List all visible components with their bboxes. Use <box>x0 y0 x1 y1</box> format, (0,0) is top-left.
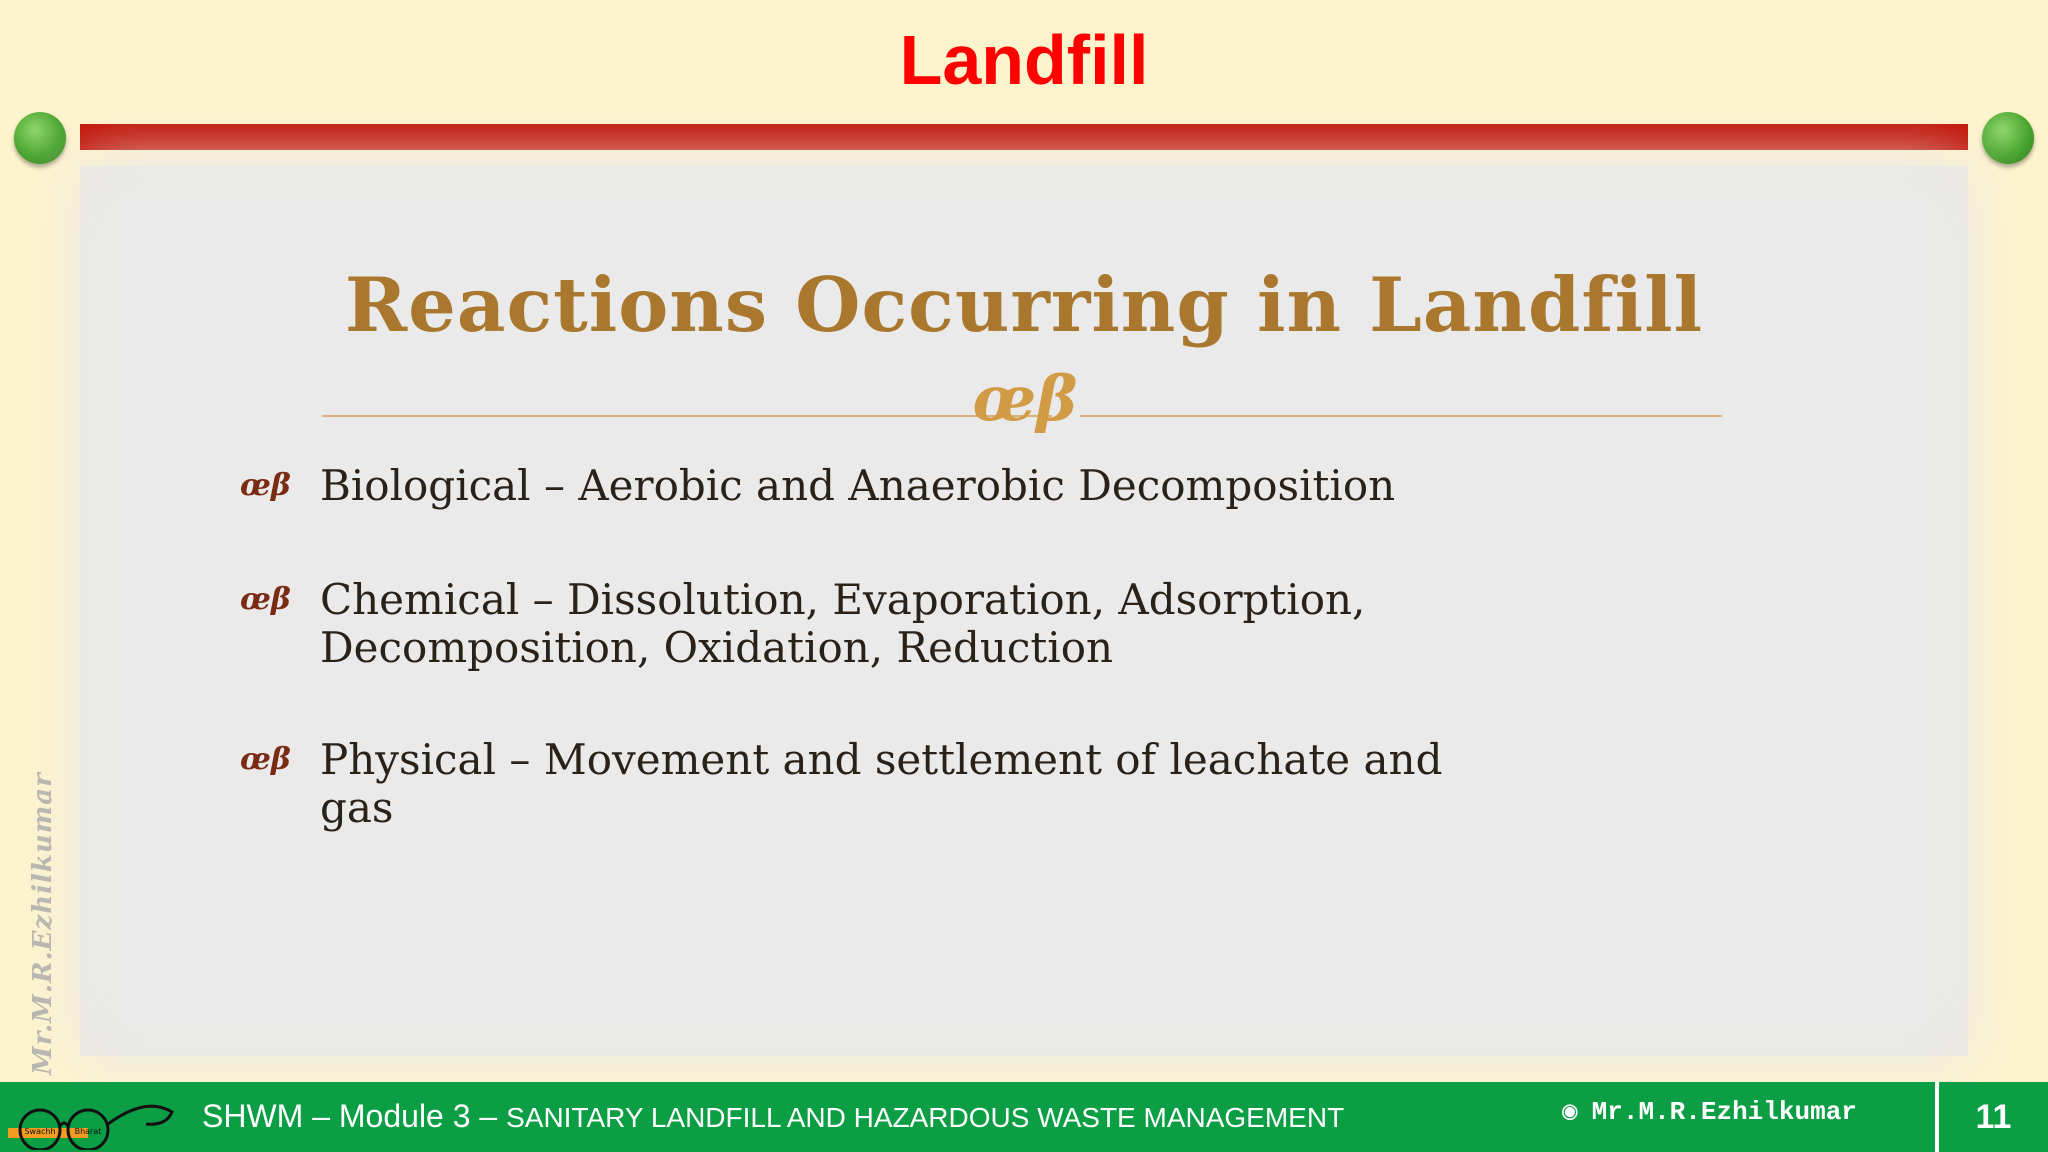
bullet-line: Physical – Movement and settlement of leachate and <box>320 735 1443 784</box>
green-dot-left <box>14 112 66 164</box>
speaker-icon: ◉ <box>1562 1097 1578 1127</box>
bullet-mark-icon: œβ <box>240 582 291 617</box>
content-image-panel <box>80 166 1968 1056</box>
bullet-line: Biological – Aerobic and Anaerobic Decomposition <box>320 461 1396 510</box>
bullet-mark-icon: œβ <box>240 468 291 503</box>
green-dot-right <box>1982 112 2034 164</box>
bullet-mark-icon: œβ <box>240 742 291 777</box>
bullet-line: Chemical – Dissolution, Evaporation, Adsorption, <box>320 575 1366 624</box>
slide-title: Landfill <box>899 21 1149 99</box>
footer-course: SHWM – Module 3 – <box>202 1098 507 1134</box>
footer-course-info <box>202 1098 1344 1135</box>
logo-left-text: Swachh <box>24 1127 56 1136</box>
bullet-chemical <box>240 576 1840 672</box>
footer-author <box>1562 1096 1857 1127</box>
footer-module-title: SANITARY LANDFILL AND HAZARDOUS WASTE MANAGEMENT <box>506 1102 1345 1133</box>
footer-author-name: Mr.M.R.Ezhilkumar <box>1591 1097 1857 1127</box>
author-watermark: Mr.M.R.Ezhilkumar <box>28 772 58 1075</box>
bullet-line-continued: gas <box>320 783 394 832</box>
ornament-icon: œβ <box>972 362 1078 435</box>
page-number: 11 <box>1975 1098 2012 1136</box>
ornament-line-left <box>322 415 1052 417</box>
swachh-bharat-logo <box>6 1090 176 1150</box>
bullet-line-continued: Decomposition, Oxidation, Reduction <box>320 623 1114 672</box>
logo-right-text: Bharat <box>74 1127 102 1136</box>
ornament-line-right <box>1080 415 1722 417</box>
title-underline-bar <box>80 124 1968 150</box>
footer-bar <box>0 1082 2048 1152</box>
bullet-physical <box>240 736 1840 832</box>
content-heading: Reactions Occurring in Landfill <box>344 261 1704 349</box>
page-number-box <box>1935 1082 2048 1152</box>
bullet-biological <box>240 462 1840 510</box>
